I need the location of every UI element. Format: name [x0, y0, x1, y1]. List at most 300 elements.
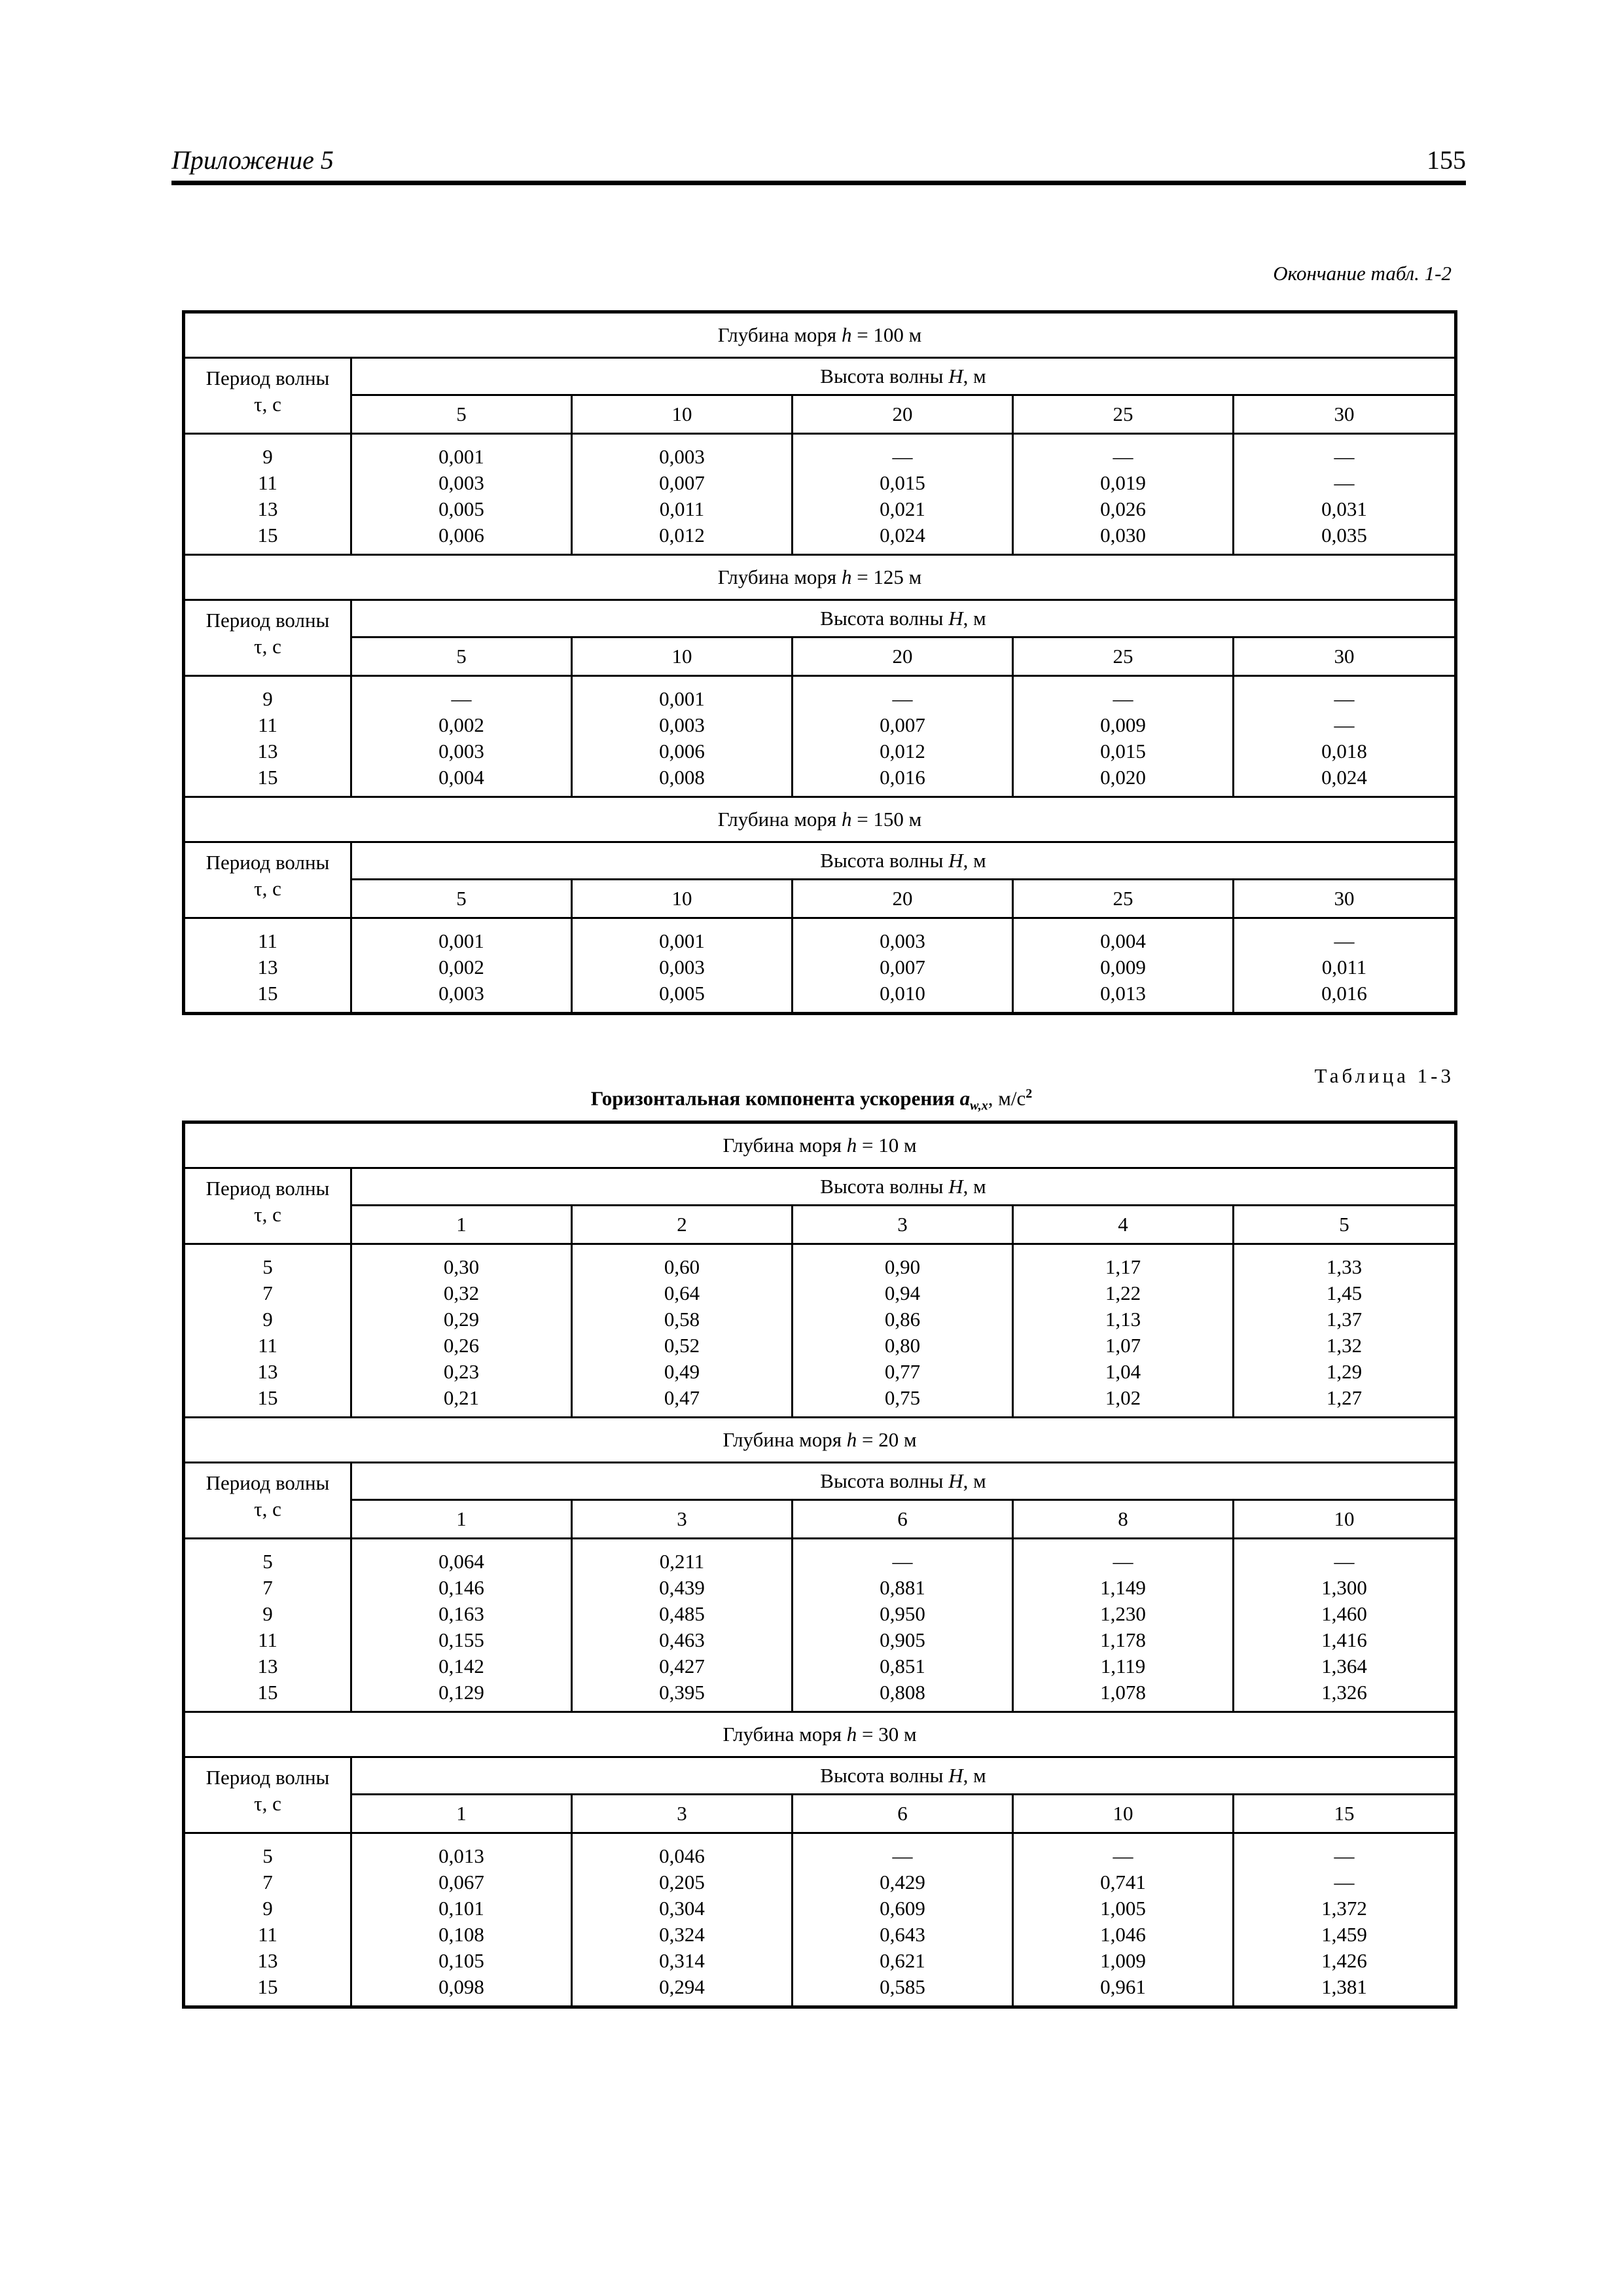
table-cell: 0,32	[443, 1282, 480, 1304]
table-cell: 1,326	[1321, 1681, 1367, 1704]
table-cell: 0,003	[438, 982, 484, 1005]
table-cell: 0,018	[1321, 740, 1367, 762]
table-row	[184, 434, 1456, 555]
period-value: 7	[262, 1576, 273, 1599]
period-value: 11	[258, 1628, 277, 1651]
table-cell: 0,031	[1321, 497, 1367, 520]
wave-height-value: 6	[793, 1500, 1013, 1539]
value-column	[1234, 918, 1456, 1014]
table-cell: 0,395	[659, 1681, 705, 1704]
table-1-3	[182, 1121, 1457, 2009]
table-row	[184, 676, 1456, 797]
wave-height-value: 1	[351, 1500, 572, 1539]
period-header-line: τ, с	[254, 877, 281, 900]
table-cell: 0,001	[659, 929, 705, 952]
period-header	[184, 600, 351, 676]
table-cell: 0,008	[659, 766, 705, 789]
wave-height-value: 8	[1013, 1500, 1234, 1539]
table-cell: 1,426	[1321, 1949, 1367, 1972]
table-1-2-continuation-note: Окончание табл. 1-2	[1273, 262, 1452, 285]
wave-height-value: 10	[572, 880, 793, 918]
table-cell: 0,324	[659, 1923, 705, 1946]
table-cell: 0,024	[1321, 766, 1367, 789]
wave-height-variable: H	[948, 849, 963, 872]
period-value: 15	[257, 1681, 278, 1704]
table-cell: 0,012	[880, 740, 925, 762]
depth-label: Глубина моря	[722, 1134, 847, 1157]
period-value: 9	[262, 1308, 273, 1331]
period-header	[184, 358, 351, 434]
period-header-line: Период волны	[205, 1177, 330, 1200]
value-column	[572, 676, 793, 797]
table-cell: 0,585	[880, 1975, 925, 1998]
wave-height-value: 25	[1013, 637, 1234, 676]
table-cell: —	[1334, 445, 1355, 468]
depth-header	[184, 1418, 1456, 1463]
table-cell: 0,961	[1100, 1975, 1146, 1998]
table-cell: 0,011	[659, 497, 705, 520]
value-column	[351, 918, 572, 1014]
table-cell: 0,030	[1100, 524, 1146, 547]
table-cell: 0,105	[438, 1949, 484, 1972]
wave-height-unit: , м	[963, 1175, 986, 1198]
wave-height-value: 4	[1013, 1206, 1234, 1244]
table-cell: 1,45	[1326, 1282, 1363, 1304]
wave-height-header	[351, 358, 1456, 395]
wave-height-value: 10	[1234, 1500, 1456, 1539]
table-1-3-title-unit: , м/с	[988, 1086, 1026, 1110]
wave-height-values-row	[184, 637, 1456, 676]
table-cell: 1,381	[1321, 1975, 1367, 1998]
table-cell: 0,003	[659, 956, 705, 978]
depth-label: Глубина моря	[722, 1428, 847, 1451]
wave-height-values-row	[184, 880, 1456, 918]
table-cell: 1,32	[1326, 1334, 1363, 1357]
value-column	[1013, 676, 1234, 797]
wave-height-value: 5	[351, 637, 572, 676]
wave-height-variable: H	[948, 607, 963, 630]
table-cell: 0,30	[443, 1255, 480, 1278]
wave-height-value: 3	[572, 1500, 793, 1539]
period-value: 7	[262, 1282, 273, 1304]
depth-variable: h	[841, 323, 852, 346]
table-cell: —	[892, 687, 913, 710]
wave-height-value: 15	[1234, 1795, 1456, 1833]
table-cell: 0,046	[659, 1844, 705, 1867]
value-column	[793, 676, 1013, 797]
table-cell: 0,60	[664, 1255, 700, 1278]
table-cell: 0,294	[659, 1975, 705, 1998]
period-value: 5	[262, 1255, 273, 1278]
table-cell: 0,007	[880, 956, 925, 978]
value-column	[572, 918, 793, 1014]
table-cell: 1,33	[1326, 1255, 1363, 1278]
period-header-line: Период волны	[205, 367, 330, 389]
depth-value: = 100 м	[851, 323, 922, 346]
table-cell: 0,064	[438, 1550, 484, 1573]
period-value: 13	[257, 1360, 278, 1383]
period-header-line: Период волны	[205, 609, 330, 632]
period-value: 11	[258, 1334, 277, 1357]
wave-height-value: 10	[1013, 1795, 1234, 1833]
wave-height-value: 10	[572, 637, 793, 676]
header-row	[184, 1463, 1456, 1500]
table-cell: 0,881	[880, 1576, 925, 1599]
table-cell: 0,58	[664, 1308, 700, 1331]
depth-value: = 30 м	[857, 1723, 917, 1746]
value-column	[572, 434, 793, 555]
table-cell: —	[1334, 1871, 1355, 1893]
table-cell: 0,006	[438, 524, 484, 547]
wave-height-label: Высота волны	[820, 849, 949, 872]
period-value: 15	[257, 1975, 278, 1998]
period-header-line: τ, с	[254, 1792, 281, 1815]
depth-row	[184, 1122, 1456, 1168]
table-row	[184, 1539, 1456, 1712]
wave-height-unit: , м	[963, 1469, 986, 1492]
table-1-3-title-text: Горизонтальная компонента ускорения	[590, 1086, 960, 1110]
table-cell: 0,163	[438, 1602, 484, 1625]
period-header	[184, 842, 351, 918]
period-header-line: τ, с	[254, 635, 281, 658]
wave-height-values-row	[184, 395, 1456, 434]
wave-height-value: 25	[1013, 395, 1234, 434]
table-cell: 0,90	[884, 1255, 921, 1278]
wave-height-value: 20	[793, 637, 1013, 676]
value-column	[1013, 1833, 1234, 2007]
table-cell: 1,29	[1326, 1360, 1363, 1383]
wave-height-variable: H	[948, 1469, 963, 1492]
wave-height-value: 6	[793, 1795, 1013, 1833]
wave-height-label: Высота волны	[820, 1469, 949, 1492]
table-cell: 0,205	[659, 1871, 705, 1893]
table-cell: 0,013	[438, 1844, 484, 1867]
value-column	[351, 1244, 572, 1418]
table-cell: 1,13	[1105, 1308, 1141, 1331]
table-cell: 1,119	[1100, 1655, 1146, 1677]
table-1-2	[182, 310, 1457, 1015]
table-cell: 0,024	[880, 524, 925, 547]
wave-height-header	[351, 600, 1456, 637]
period-value: 11	[258, 1923, 277, 1946]
wave-height-value: 30	[1234, 395, 1456, 434]
wave-height-unit: , м	[963, 1764, 986, 1787]
table-cell: 0,004	[438, 766, 484, 789]
header-row	[184, 842, 1456, 880]
period-values	[184, 676, 351, 797]
table-cell: 0,77	[884, 1360, 921, 1383]
table-cell: 0,016	[1321, 982, 1367, 1005]
table-cell: 0,005	[438, 497, 484, 520]
table-cell: 0,26	[443, 1334, 480, 1357]
value-column	[1013, 1244, 1234, 1418]
period-value: 11	[258, 471, 277, 494]
period-value: 5	[262, 1844, 273, 1867]
wave-height-value: 1	[351, 1206, 572, 1244]
table-cell: 0,002	[438, 956, 484, 978]
table-cell: 0,609	[880, 1897, 925, 1920]
value-column	[1234, 1244, 1456, 1418]
table-cell: 0,129	[438, 1681, 484, 1704]
wave-height-header	[351, 1168, 1456, 1206]
table-cell: 0,016	[880, 766, 925, 789]
table-cell: 1,22	[1105, 1282, 1141, 1304]
table-cell: 0,005	[659, 982, 705, 1005]
running-title: Приложение 5	[171, 145, 334, 175]
table-cell: 0,808	[880, 1681, 925, 1704]
table-cell: 0,020	[1100, 766, 1146, 789]
table-cell: 0,314	[659, 1949, 705, 1972]
depth-variable: h	[841, 808, 852, 831]
period-value: 9	[262, 687, 273, 710]
depth-variable: h	[841, 565, 852, 588]
table-cell: 0,021	[880, 497, 925, 520]
table-cell: 1,07	[1105, 1334, 1141, 1357]
table-cell: 0,010	[880, 982, 925, 1005]
table-cell: —	[1334, 929, 1355, 952]
table-cell: —	[1113, 445, 1133, 468]
table-row	[184, 1833, 1456, 2007]
value-column	[793, 1539, 1013, 1712]
table-cell: 0,011	[1321, 956, 1367, 978]
table-1-2-grid	[182, 310, 1457, 1015]
table-cell: 0,52	[664, 1334, 700, 1357]
table-cell: —	[1113, 1844, 1133, 1867]
table-cell: 1,460	[1321, 1602, 1367, 1625]
wave-height-value: 2	[572, 1206, 793, 1244]
table-cell: 0,741	[1100, 1871, 1146, 1893]
table-cell: 0,439	[659, 1576, 705, 1599]
table-cell: 1,37	[1326, 1308, 1363, 1331]
table-cell: 0,429	[880, 1871, 925, 1893]
value-column	[793, 1833, 1013, 2007]
period-values	[184, 1244, 351, 1418]
table-cell: 0,009	[1100, 956, 1146, 978]
table-cell: 0,86	[884, 1308, 921, 1331]
header-row	[184, 358, 1456, 395]
table-cell: 0,007	[659, 471, 705, 494]
period-value: 9	[262, 445, 273, 468]
table-1-3-title	[0, 1086, 1623, 1114]
table-cell: 0,47	[664, 1386, 700, 1409]
table-cell: 0,003	[659, 445, 705, 468]
table-cell: —	[1334, 471, 1355, 494]
depth-variable: h	[846, 1428, 857, 1451]
period-values	[184, 1833, 351, 2007]
table-cell: 0,155	[438, 1628, 484, 1651]
depth-row	[184, 312, 1456, 358]
period-values	[184, 434, 351, 555]
depth-header	[184, 312, 1456, 358]
period-value: 13	[257, 1655, 278, 1677]
table-cell: 0,485	[659, 1602, 705, 1625]
table-cell: 1,300	[1321, 1576, 1367, 1599]
period-value: 13	[257, 1949, 278, 1972]
table-cell: 0,211	[659, 1550, 705, 1573]
table-row	[184, 918, 1456, 1014]
wave-height-header	[351, 842, 1456, 880]
period-header	[184, 1168, 351, 1244]
table-cell: 1,04	[1105, 1360, 1141, 1383]
table-1-3-number: Таблица 1-3	[1314, 1064, 1454, 1087]
value-column	[351, 434, 572, 555]
page-header	[171, 143, 1466, 185]
wave-height-value: 5	[351, 880, 572, 918]
depth-row	[184, 1712, 1456, 1757]
table-cell: 1,02	[1105, 1386, 1141, 1409]
table-cell: 0,003	[438, 740, 484, 762]
depth-variable: h	[846, 1134, 857, 1157]
wave-height-variable: H	[948, 365, 963, 387]
table-cell: 1,009	[1100, 1949, 1146, 1972]
table-cell: 1,364	[1321, 1655, 1367, 1677]
table-cell: —	[892, 1550, 913, 1573]
table-cell: 0,004	[1100, 929, 1146, 952]
value-column	[572, 1244, 793, 1418]
table-cell: 0,035	[1321, 524, 1367, 547]
table-cell: 0,304	[659, 1897, 705, 1920]
table-cell: —	[1334, 713, 1355, 736]
wave-height-unit: , м	[963, 849, 986, 872]
wave-height-value: 10	[572, 395, 793, 434]
table-cell: —	[1113, 1550, 1133, 1573]
table-cell: 0,851	[880, 1655, 925, 1677]
table-cell: 0,002	[438, 713, 484, 736]
wave-height-label: Высота волны	[820, 365, 949, 387]
period-value: 7	[262, 1871, 273, 1893]
header-row	[184, 600, 1456, 637]
period-header-line: τ, с	[254, 1203, 281, 1226]
period-value: 11	[258, 713, 277, 736]
table-1-3-title-subscript: w,x	[970, 1098, 988, 1113]
table-cell: 1,178	[1100, 1628, 1146, 1651]
period-header	[184, 1757, 351, 1833]
depth-row	[184, 1418, 1456, 1463]
table-cell: 0,015	[1100, 740, 1146, 762]
wave-height-header	[351, 1463, 1456, 1500]
period-value: 13	[257, 956, 278, 978]
period-value: 15	[257, 1386, 278, 1409]
page-number: 155	[1427, 145, 1466, 175]
depth-row	[184, 555, 1456, 600]
period-header-line: Период волны	[205, 851, 330, 874]
depth-variable: h	[846, 1723, 857, 1746]
table-cell: 0,019	[1100, 471, 1146, 494]
table-cell: —	[1113, 687, 1133, 710]
table-cell: 0,006	[659, 740, 705, 762]
table-1-3-title-superscript: 2	[1026, 1086, 1033, 1101]
table-cell: 0,94	[884, 1282, 921, 1304]
wave-height-value: 30	[1234, 637, 1456, 676]
table-cell: —	[451, 687, 472, 710]
table-cell: —	[1334, 1844, 1355, 1867]
table-cell: 0,75	[884, 1386, 921, 1409]
depth-header	[184, 555, 1456, 600]
table-cell: 0,80	[884, 1334, 921, 1357]
wave-height-value: 20	[793, 395, 1013, 434]
table-cell: 1,005	[1100, 1897, 1146, 1920]
value-column	[1013, 1539, 1234, 1712]
value-column	[351, 1539, 572, 1712]
table-cell: 0,463	[659, 1628, 705, 1651]
table-1-3-grid	[182, 1121, 1457, 2009]
header-row	[184, 1168, 1456, 1206]
table-cell: 0,643	[880, 1923, 925, 1946]
period-value: 9	[262, 1602, 273, 1625]
table-cell: 1,27	[1326, 1386, 1363, 1409]
table-row	[184, 1244, 1456, 1418]
table-cell: 0,026	[1100, 497, 1146, 520]
wave-height-variable: H	[948, 1764, 963, 1787]
table-cell: —	[892, 445, 913, 468]
table-cell: 0,950	[880, 1602, 925, 1625]
value-column	[1234, 1539, 1456, 1712]
wave-height-value: 1	[351, 1795, 572, 1833]
period-value: 11	[258, 929, 277, 952]
wave-height-variable: H	[948, 1175, 963, 1198]
period-value: 15	[257, 524, 278, 547]
depth-label: Глубина моря	[717, 323, 842, 346]
table-cell: —	[892, 1844, 913, 1867]
period-values	[184, 1539, 351, 1712]
depth-label: Глубина моря	[717, 565, 842, 588]
period-value: 15	[257, 766, 278, 789]
table-cell: 0,142	[438, 1655, 484, 1677]
period-header	[184, 1463, 351, 1539]
depth-header	[184, 1712, 1456, 1757]
period-header-line: τ, с	[254, 1498, 281, 1520]
value-column	[1013, 434, 1234, 555]
value-column	[351, 1833, 572, 2007]
table-cell: 0,49	[664, 1360, 700, 1383]
depth-value: = 150 м	[851, 808, 922, 831]
depth-header	[184, 1122, 1456, 1168]
table-cell: 0,108	[438, 1923, 484, 1946]
wave-height-unit: , м	[963, 607, 986, 630]
depth-label: Глубина моря	[722, 1723, 847, 1746]
depth-value: = 10 м	[857, 1134, 917, 1157]
table-cell: 1,372	[1321, 1897, 1367, 1920]
value-column	[351, 676, 572, 797]
table-cell: 0,009	[1100, 713, 1146, 736]
table-cell: 1,149	[1100, 1576, 1146, 1599]
wave-height-values-row	[184, 1206, 1456, 1244]
wave-height-value: 3	[793, 1206, 1013, 1244]
period-value: 15	[257, 982, 278, 1005]
value-column	[793, 918, 1013, 1014]
table-cell: 0,146	[438, 1576, 484, 1599]
table-cell: 1,17	[1105, 1255, 1141, 1278]
period-header-line: Период волны	[205, 1766, 330, 1789]
table-cell: 0,64	[664, 1282, 700, 1304]
table-cell: 0,003	[880, 929, 925, 952]
value-column	[1013, 918, 1234, 1014]
table-cell: 0,012	[659, 524, 705, 547]
table-1-3-title-variable: a	[959, 1086, 971, 1110]
table-cell: 0,001	[438, 929, 484, 952]
table-cell: 1,078	[1100, 1681, 1146, 1704]
wave-height-value: 5	[1234, 1206, 1456, 1244]
table-cell: 0,001	[659, 687, 705, 710]
table-cell: 1,459	[1321, 1923, 1367, 1946]
table-cell: 0,001	[438, 445, 484, 468]
wave-height-value: 25	[1013, 880, 1234, 918]
period-value: 5	[262, 1550, 273, 1573]
table-cell: 1,230	[1100, 1602, 1146, 1625]
value-column	[793, 434, 1013, 555]
table-cell: 0,003	[659, 713, 705, 736]
wave-height-value: 30	[1234, 880, 1456, 918]
